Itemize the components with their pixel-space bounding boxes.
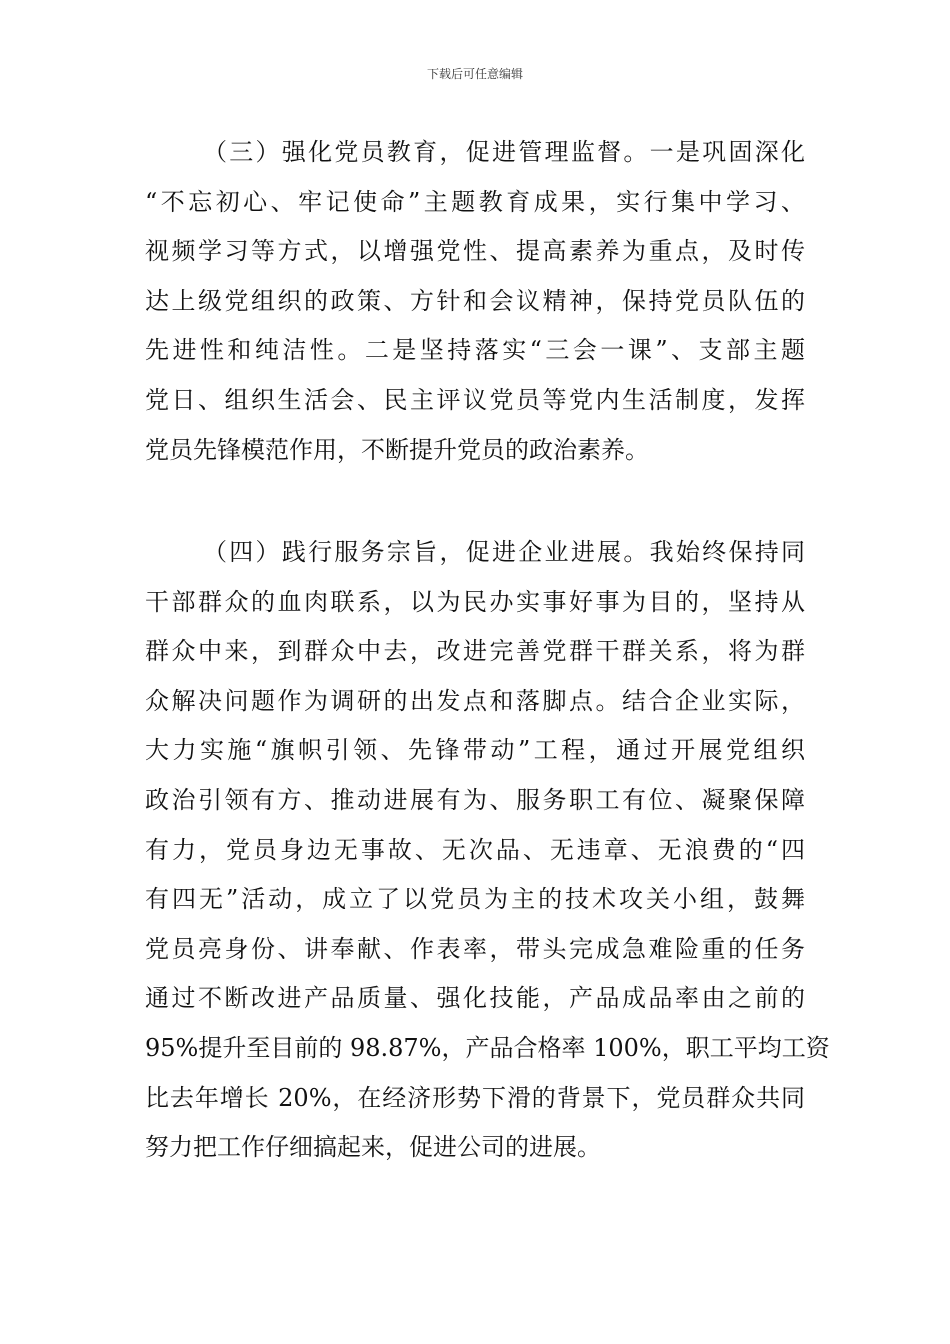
paragraph-line: 有力，党员身边无事故、无次品、无违章、无浪费的“四 [145, 835, 805, 864]
paragraph-section-4 [145, 528, 830, 1173]
paragraph-line: （三）强化党员教育，促进管理监督。一是巩固深化 [203, 138, 805, 166]
paragraph-line: “不忘初心、牢记使命”主题教育成果，实行集中学习、 [145, 187, 805, 216]
paragraph-line: 通过不断改进产品质量、强化技能，产品成品率由之前的 [145, 984, 805, 1013]
header-note: 下载后可任意编辑 [426, 67, 523, 81]
paragraph-line: 视频学习等方式，以增强党性、提高素养为重点，及时传 [145, 237, 805, 266]
paragraph-line: 党日、组织生活会、民主评议党员等党内生活制度，发挥 [145, 385, 805, 414]
paragraph-line: 政治引领有方、推动进展有为、服务职工有位、凝聚保障 [145, 785, 805, 814]
paragraph-line: 达上级党组织的政策、方针和会议精神，保持党员队伍的 [145, 286, 805, 315]
paragraph-line: 95%提升至目前的 98.87%，产品合格率 100%，职工平均工资 [145, 1033, 830, 1062]
paragraph-line: 众解决问题作为调研的出发点和落脚点。结合企业实际， [145, 686, 805, 715]
paragraph-line: 群众中来，到群众中去，改进完善党群干群关系，将为群 [145, 637, 805, 666]
paragraph-line: 努力把工作仔细搞起来，促进公司的进展。 [145, 1133, 601, 1162]
paragraph-line: 干部群众的血肉联系，以为民办实事好事为目的，坚持从 [145, 587, 805, 616]
paragraph-line: （四）践行服务宗旨，促进企业进展。我始终保持同 [203, 538, 805, 566]
paragraph-line: 党员亮身份、讲奉献、作表率，带头完成急难险重的任务 [145, 934, 805, 963]
paragraph-line: 有四无”活动，成立了以党员为主的技术攻关小组，鼓舞 [145, 885, 805, 914]
paragraph-line: 大力实施“旗帜引领、先锋带动”工程，通过开展党组织 [145, 736, 805, 765]
paragraph-section-3 [145, 128, 805, 475]
paragraph-line: 党员先锋模范作用，不断提升党员的政治素养。 [145, 435, 649, 464]
paragraph-line: 比去年增长 20%，在经济形势下滑的背景下，党员群众共同 [145, 1083, 805, 1112]
paragraph-line: 先进性和纯洁性。二是坚持落实“三会一课”、支部主题 [145, 336, 805, 365]
